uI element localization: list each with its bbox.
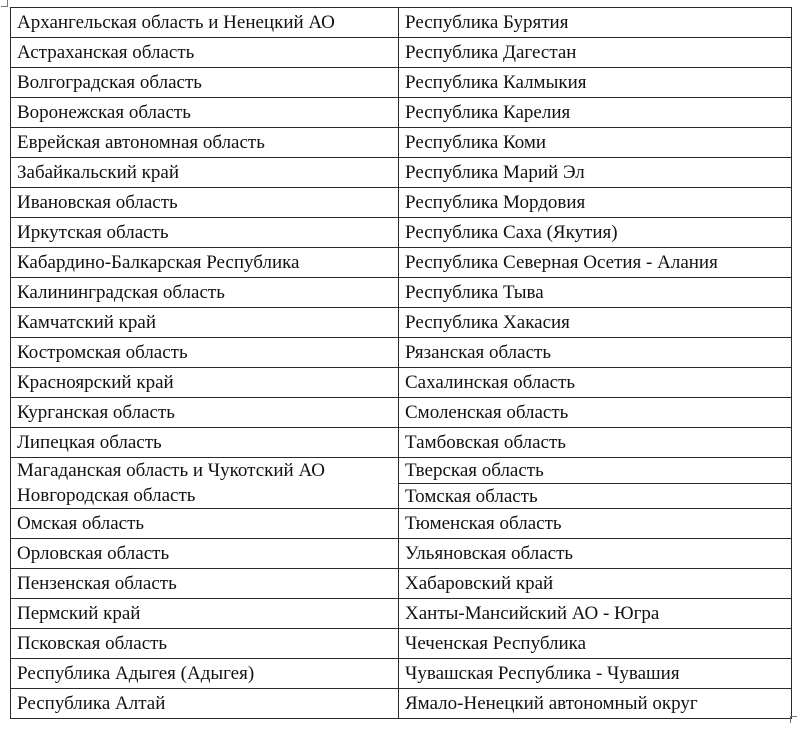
table-cell: Астраханская область [11, 38, 399, 68]
table-cell: Воронежская область [11, 98, 399, 128]
table-row [11, 599, 792, 629]
table-row [11, 629, 792, 659]
table-cell: Костромская область [11, 338, 399, 368]
table-cell: Архангельская область и Ненецкий АО [11, 8, 399, 38]
table-cell: Республика Дагестан [399, 38, 792, 68]
table-cell: Республика Северная Осетия - Алания [399, 248, 792, 278]
table-row [11, 659, 792, 689]
regions-table [10, 7, 792, 719]
table-cell: Республика Коми [399, 128, 792, 158]
merged-left-line: Магаданская область и Чукотский АО [17, 460, 325, 481]
table-cell: Ямало-Ненецкий автономный округ [399, 689, 792, 719]
table-cell: Липецкая область [11, 428, 399, 458]
table-cell: Республика Калмыкия [399, 68, 792, 98]
split-cell-bottom: Томская область [399, 483, 791, 509]
table-row [11, 278, 792, 308]
table-cell: Смоленская область [399, 398, 792, 428]
split-cell-container [399, 458, 791, 508]
table-cell: Омская область [11, 509, 399, 539]
corner-crop-mark [1, 0, 8, 7]
table-cell: Республика Саха (Якутия) [399, 218, 792, 248]
table-cell: Кабардино-Балкарская Республика [11, 248, 399, 278]
table-cell: Республика Марий Эл [399, 158, 792, 188]
table-cell: Республика Хакасия [399, 308, 792, 338]
table-cell: Сахалинская область [399, 368, 792, 398]
table-cell: Хабаровский край [399, 569, 792, 599]
table-row [11, 398, 792, 428]
table-cell: Республика Бурятия [399, 8, 792, 38]
table-row [11, 428, 792, 458]
merged-left-cell [11, 458, 399, 509]
table-cell: Республика Адыгея (Адыгея) [11, 659, 399, 689]
table-cell: Чувашская Республика - Чувашия [399, 659, 792, 689]
table-row [11, 38, 792, 68]
split-right-cell [399, 458, 792, 509]
table-cell: Республика Алтай [11, 689, 399, 719]
table-cell: Калининградская область [11, 278, 399, 308]
table-row [11, 539, 792, 569]
table-cell: Ханты-Мансийский АО - Югра [399, 599, 792, 629]
merged-left-line: Новгородская область [17, 485, 196, 506]
table-row [11, 68, 792, 98]
table-cell: Республика Мордовия [399, 188, 792, 218]
table-row [11, 188, 792, 218]
table-cell: Красноярский край [11, 368, 399, 398]
table-cell: Курганская область [11, 398, 399, 428]
table-cell: Псковская область [11, 629, 399, 659]
table-row [11, 569, 792, 599]
table-row [11, 8, 792, 38]
table-cell: Тамбовская область [399, 428, 792, 458]
table-cell: Ивановская область [11, 188, 399, 218]
table-cell: Рязанская область [399, 338, 792, 368]
table-cell: Республика Тыва [399, 278, 792, 308]
table-row [11, 128, 792, 158]
table-row [11, 218, 792, 248]
table-row [11, 98, 792, 128]
table-cell: Иркутская область [11, 218, 399, 248]
table-cell: Забайкальский край [11, 158, 399, 188]
table-row [11, 338, 792, 368]
corner-crop-mark [790, 716, 797, 723]
table-cell: Волгоградская область [11, 68, 399, 98]
table-row [11, 248, 792, 278]
table-row [11, 368, 792, 398]
table-row [11, 158, 792, 188]
split-cell-top: Тверская область [405, 460, 544, 481]
table-row [11, 509, 792, 539]
table-row [11, 689, 792, 719]
table-cell: Пензенская область [11, 569, 399, 599]
table-cell: Еврейская автономная область [11, 128, 399, 158]
table-cell: Ульяновская область [399, 539, 792, 569]
table-cell: Республика Карелия [399, 98, 792, 128]
table-row [11, 308, 792, 338]
table-row-merged [11, 458, 792, 509]
table-cell: Камчатский край [11, 308, 399, 338]
table-cell: Чеченская Республика [399, 629, 792, 659]
table-cell: Пермский край [11, 599, 399, 629]
table-cell: Тюменская область [399, 509, 792, 539]
table-cell: Орловская область [11, 539, 399, 569]
